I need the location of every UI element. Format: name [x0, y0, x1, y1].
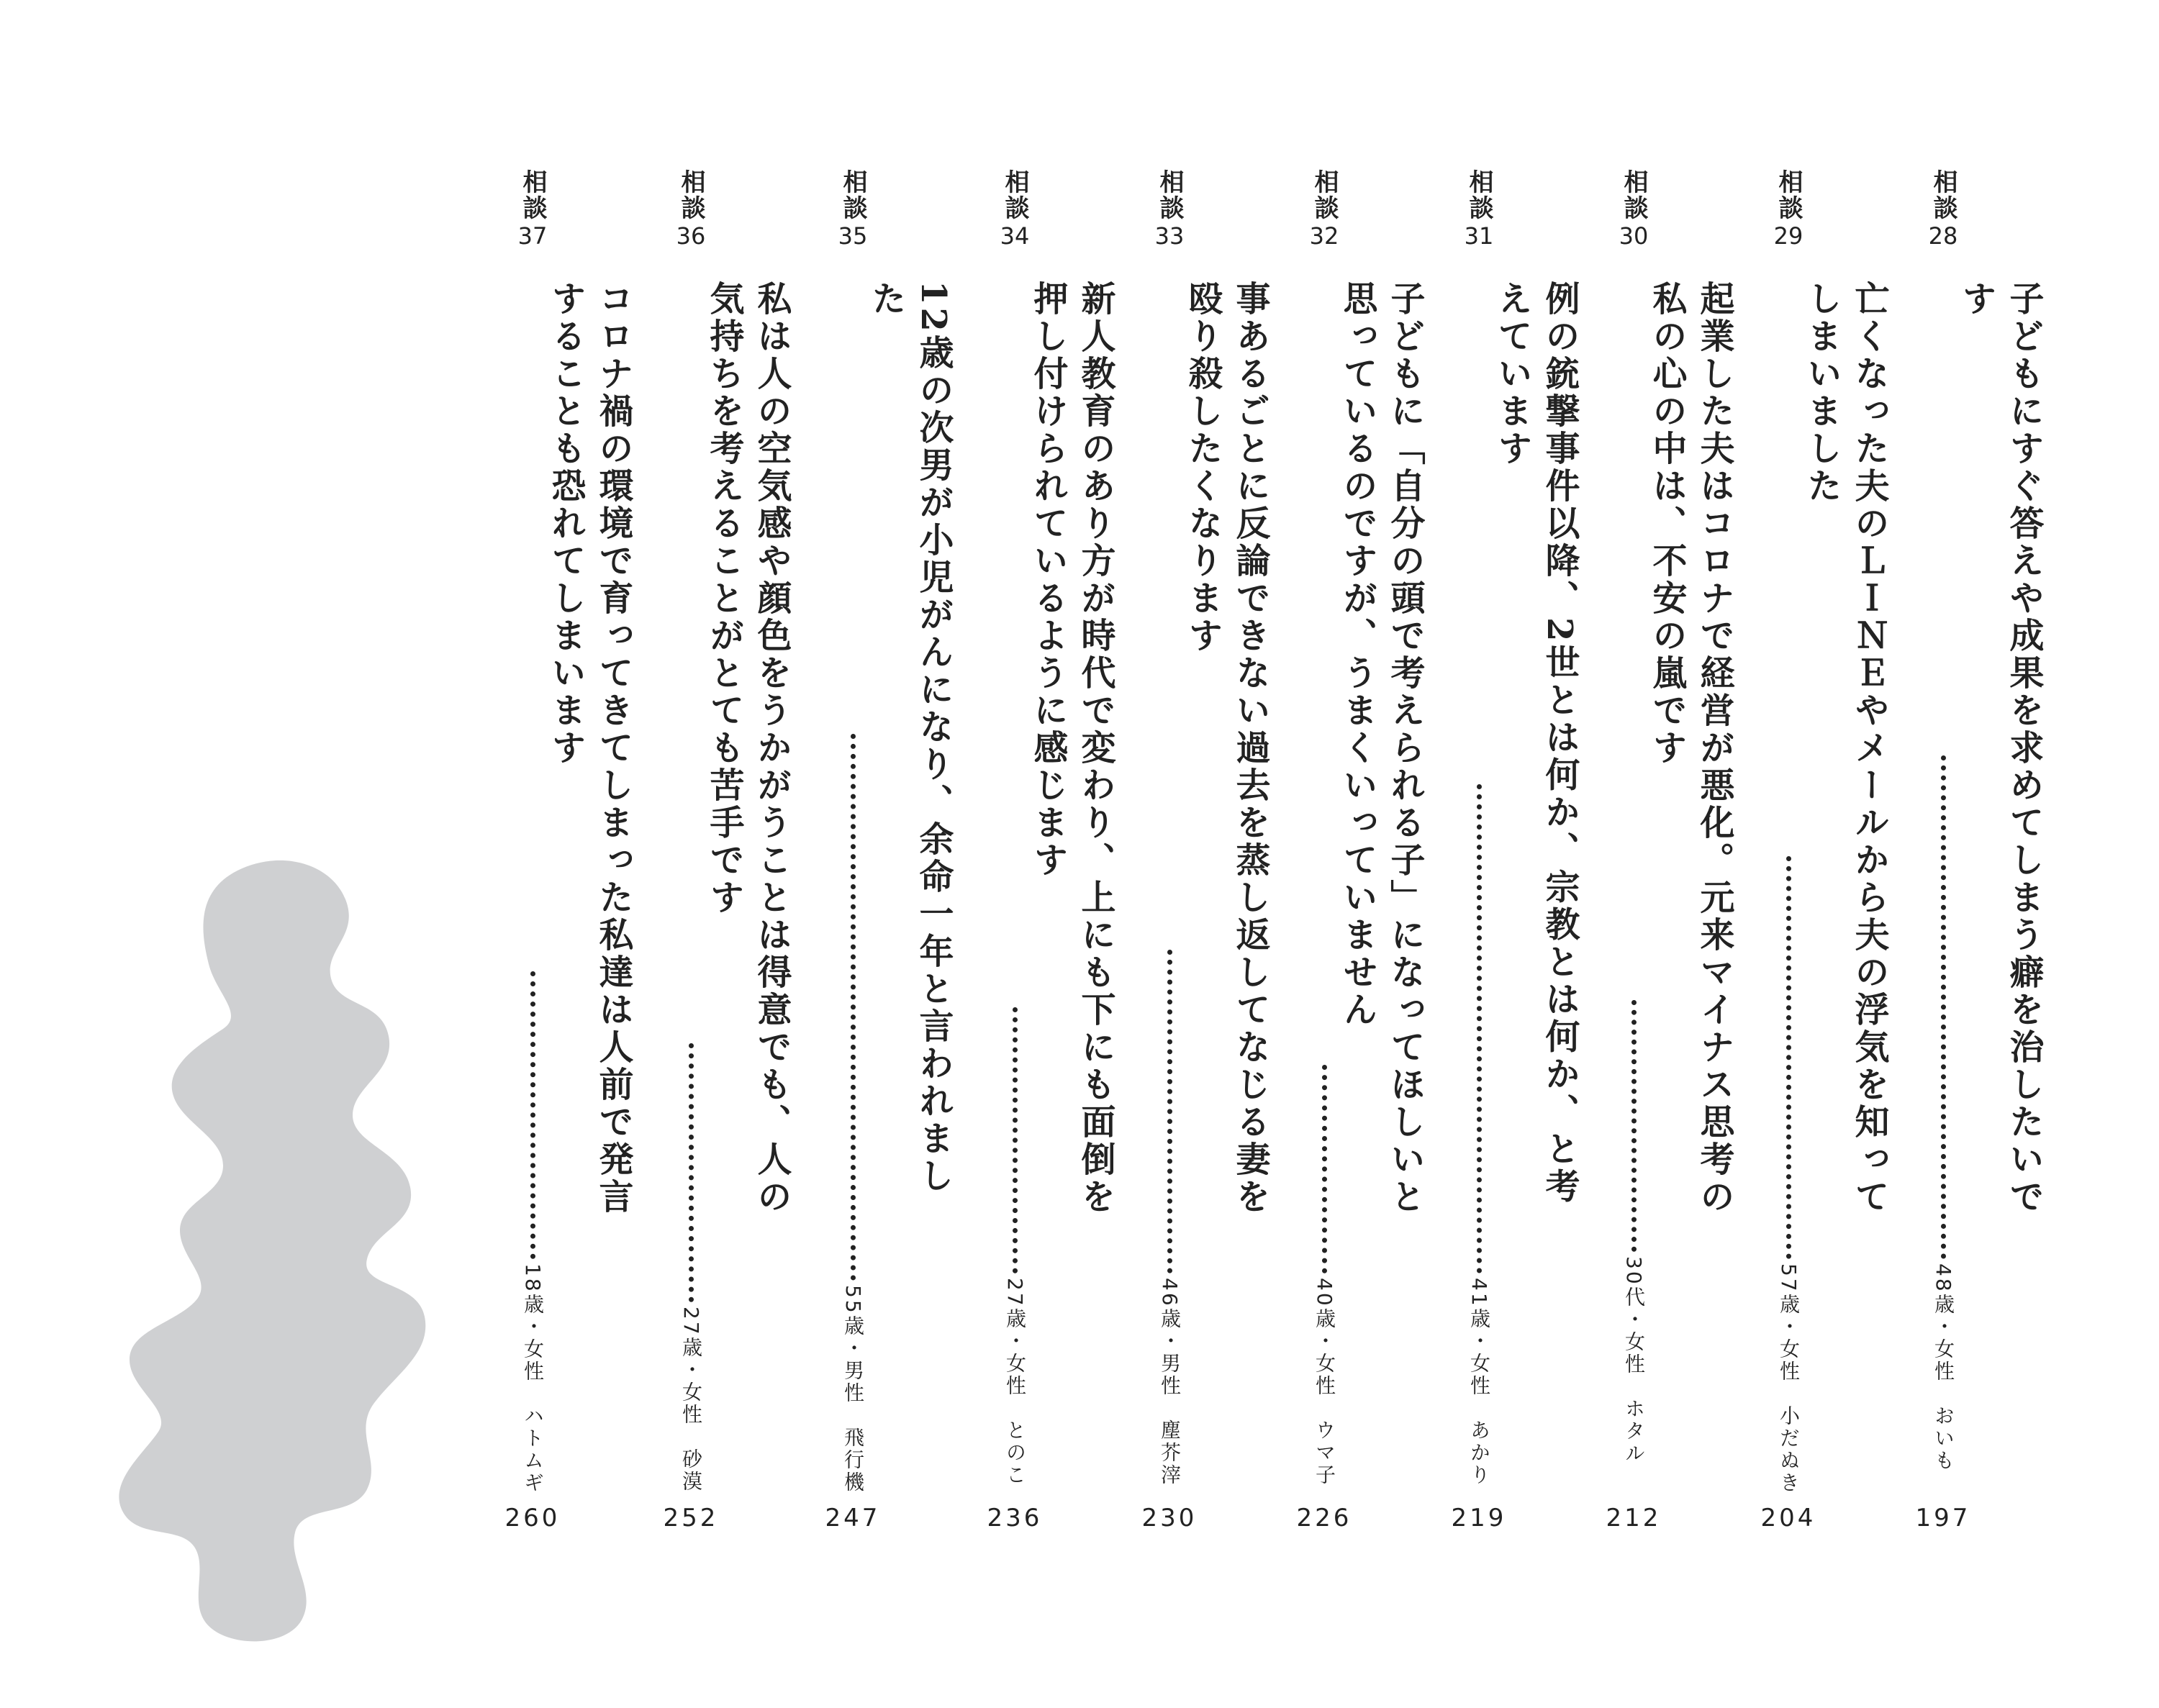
- entry-meta: [1767, 856, 1810, 1494]
- leader-dots: [689, 1043, 694, 1302]
- entry-35[interactable]: [810, 0, 964, 1708]
- entry-heading: [810, 169, 896, 250]
- leader-dots: [1477, 784, 1482, 1273]
- entry-label: 相談: [1155, 169, 1184, 221]
- entry-number: 36: [676, 222, 706, 250]
- entry-title: 亡くなった夫のＬＩＮＥやメールから夫の浮気を知ってしまいました: [1801, 281, 1889, 1216]
- leader-dots: [1631, 1000, 1637, 1252]
- author-info: 30代・女性 ホタル: [1622, 1256, 1646, 1465]
- entry-meta: [669, 1043, 712, 1493]
- entry-label: 相談: [1465, 169, 1493, 221]
- entry-34[interactable]: [972, 0, 1126, 1708]
- entry-heading: [1281, 169, 1367, 250]
- entry-37[interactable]: [489, 0, 644, 1708]
- entry-meta: [1303, 1065, 1346, 1486]
- entry-33[interactable]: [1126, 0, 1281, 1708]
- page-number: 247: [825, 1504, 881, 1532]
- entry-label: 相談: [1310, 169, 1339, 221]
- author-info: 27歳・女性 とのこ: [1003, 1278, 1027, 1486]
- entry-heading: [489, 169, 576, 250]
- entry-number: 29: [1773, 222, 1803, 250]
- page-number: 197: [1915, 1504, 1971, 1532]
- author-info: 55歳・男性 飛行機: [841, 1285, 865, 1494]
- entry-meta: [1148, 950, 1191, 1486]
- entry-32[interactable]: [1281, 0, 1436, 1708]
- entry-heading: [1900, 169, 1986, 250]
- entry-meta: [511, 971, 554, 1494]
- entry-heading: [972, 169, 1058, 250]
- entry-number: 37: [517, 222, 548, 250]
- leader-dots: [1322, 1065, 1327, 1273]
- entry-number: 34: [1000, 222, 1030, 250]
- author-info: 57歳・女性 小だぬき: [1777, 1263, 1801, 1494]
- entry-label: 相談: [1774, 169, 1803, 221]
- entry-heading: [648, 169, 734, 250]
- author-info: 48歳・女性 おいも: [1932, 1263, 1955, 1472]
- entry-number: 32: [1309, 222, 1339, 250]
- entry-number: 31: [1464, 222, 1494, 250]
- entry-title: 例の銃撃事件以降、2世とは何か、宗教とは何か、と考えています: [1492, 281, 1580, 1206]
- author-info: 46歳・男性 塵芥滓: [1158, 1278, 1182, 1486]
- entry-heading: [1126, 169, 1213, 250]
- entry-meta: [1457, 784, 1501, 1486]
- entry-heading: [1590, 169, 1677, 250]
- entry-29[interactable]: [1745, 0, 1900, 1708]
- leader-dots: [530, 971, 535, 1259]
- leader-dots: [1786, 856, 1791, 1259]
- entry-label: 相談: [1929, 169, 1957, 221]
- page-number: 236: [987, 1504, 1043, 1532]
- page-number: 212: [1606, 1504, 1662, 1532]
- entry-label: 相談: [1000, 169, 1029, 221]
- page-number: 260: [504, 1504, 561, 1532]
- leader-dots: [1167, 950, 1172, 1273]
- leader-dots: [851, 734, 856, 1281]
- author-info: 41歳・女性 あかり: [1467, 1278, 1491, 1486]
- entry-title: 子どもにすぐ答えや成果を求めてしまう癖を治したいです: [1956, 281, 2044, 1216]
- entry-title: 事あるごとに反論できない過去を蒸し返してなじる妻を殴り殺したくなります: [1182, 281, 1270, 1216]
- entry-meta: [1922, 755, 1965, 1472]
- entry-number: 35: [838, 222, 868, 250]
- entry-label: 相談: [518, 169, 547, 221]
- entry-title: コロナ禍の環境で育ってきてしまった私達は人前で発言することも恐れてしまいます: [546, 281, 633, 1216]
- entry-36[interactable]: [648, 0, 802, 1708]
- entry-28[interactable]: [1900, 0, 2055, 1708]
- entry-title: 新人教育のあり方が時代で変わり、上にも下にも面倒を押し付けられているように感じます: [1028, 281, 1115, 1216]
- entry-title: 起業した夫はコロナで経営が悪化。元来マイナス思考の私の心の中は、不安の嵐です: [1647, 281, 1734, 1216]
- page-number: 204: [1760, 1504, 1816, 1532]
- entry-heading: [1436, 169, 1522, 250]
- entry-meta: [831, 734, 874, 1494]
- page-number: 252: [663, 1504, 719, 1532]
- entry-number: 28: [1928, 222, 1958, 250]
- entry-title: 12歳の次男が小児がんになり、余命一年と言われました: [866, 281, 954, 1195]
- entry-31[interactable]: [1436, 0, 1590, 1708]
- entry-title: 子どもに「自分の頭で考えられる子」になってほしいと思っているのですが、うまくいっていません: [1337, 281, 1425, 1216]
- leader-dots: [1941, 755, 1946, 1259]
- author-info: 27歳・女性 砂漠: [679, 1307, 703, 1493]
- entry-meta: [1612, 1000, 1655, 1465]
- entry-meta: [993, 1007, 1036, 1486]
- entry-number: 30: [1619, 222, 1649, 250]
- author-info: 40歳・女性 ウマ子: [1313, 1278, 1336, 1486]
- page-number: 230: [1141, 1504, 1198, 1532]
- entry-30[interactable]: [1590, 0, 1745, 1708]
- author-info: 18歳・女性 ハトムギ: [521, 1263, 545, 1494]
- page-number: 219: [1451, 1504, 1507, 1532]
- entry-title: 私は人の空気感や顔色をうかがうことは得意でも、人の気持ちを考えることがとても苦手です: [704, 281, 792, 1216]
- entry-label: 相談: [1619, 169, 1648, 221]
- page-number: 226: [1296, 1504, 1352, 1532]
- entry-heading: [1745, 169, 1832, 250]
- entry-label: 相談: [838, 169, 867, 221]
- leader-dots: [1013, 1007, 1018, 1273]
- entry-number: 33: [1154, 222, 1185, 250]
- entry-label: 相談: [676, 169, 705, 221]
